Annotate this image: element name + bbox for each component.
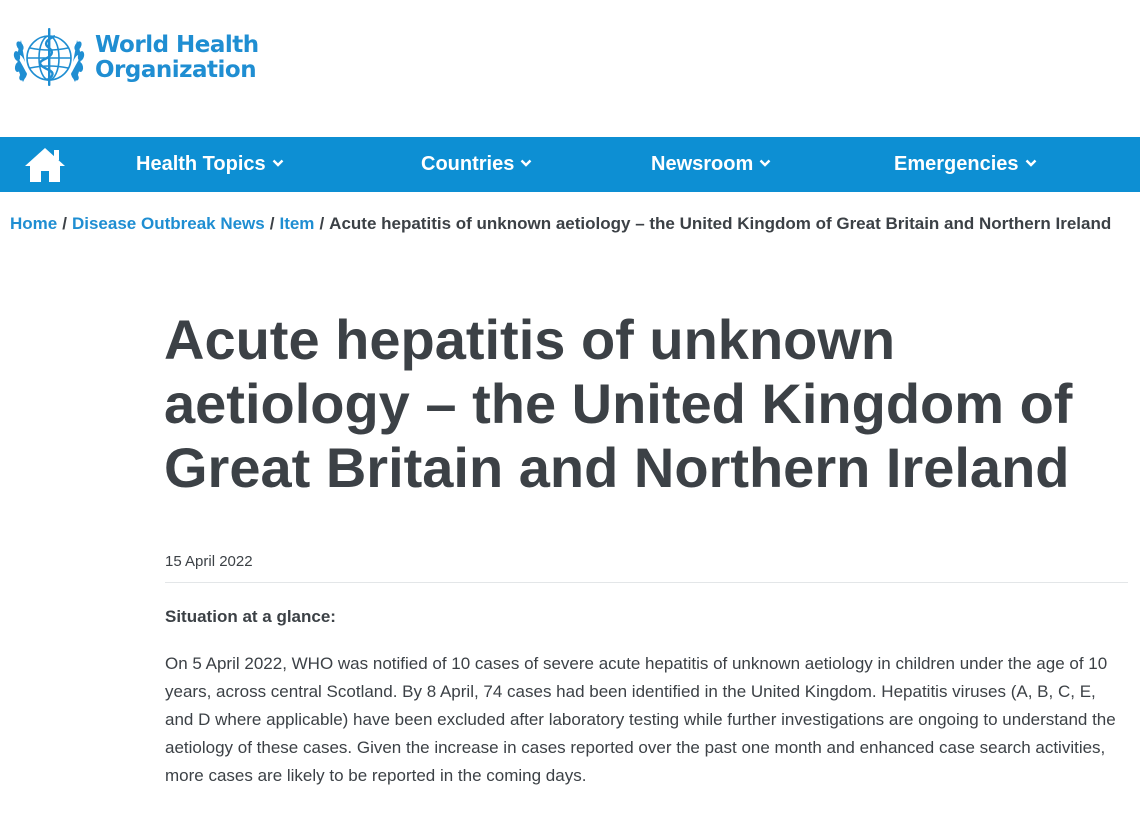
logo-line-2: Organization: [95, 57, 257, 83]
article-paragraph: On 5 April 2022, WHO was notified of 10 cases of severe acute hepatitis of unknown aetiology in children under the age of 10 years, across central Scotland. By 8 April, 74 cases had been identified in the United Kingdom. Hepatitis viruses (A, B, C, E, and D where applicable) have been excluded after laboratory testing while further investigations are ongoing to understand the aetiology of these cases. Given the increase in cases reported over the past one month and enhanced case search activities, more cases are likely to be reported in the coming days.: [165, 654, 1116, 785]
breadcrumb-home[interactable]: Home: [10, 214, 58, 233]
breadcrumb-separator: /: [269, 214, 275, 233]
home-button[interactable]: [22, 146, 68, 184]
nav-label: Newsroom: [651, 153, 754, 175]
chevron-down-icon: [272, 159, 284, 167]
page-title: Acute hepatitis of unknown aetiology – the United Kingdom of Great Britain and Northern Ireland: [164, 308, 1073, 499]
logo-line-1: World Health: [95, 32, 259, 58]
breadcrumb-separator: /: [62, 214, 67, 233]
nav-emergencies[interactable]: [894, 137, 1037, 192]
breadcrumb-current: Acute hepatitis of unknown aetiology – the United Kingdom of Great Britain and Northern Ireland: [329, 214, 1112, 233]
section-heading: Situation at a glance:: [165, 607, 336, 626]
nav-label: Emergencies: [894, 153, 1019, 175]
breadcrumb-item[interactable]: Item: [279, 214, 315, 233]
home-icon: [23, 146, 67, 184]
divider: [165, 582, 1128, 583]
breadcrumb: [10, 214, 1140, 234]
chevron-down-icon: [520, 159, 532, 167]
un-emblem-icon: [9, 22, 89, 94]
main-navbar: [0, 137, 1140, 192]
breadcrumb-separator: /: [319, 214, 325, 233]
breadcrumb-disease-outbreak-news[interactable]: Disease Outbreak News: [71, 214, 265, 233]
who-wordmark: [95, 33, 259, 83]
nav-health-topics[interactable]: [136, 137, 284, 192]
nav-label: Health Topics: [136, 153, 266, 175]
chevron-down-icon: [1025, 159, 1037, 167]
nav-countries[interactable]: [421, 137, 532, 192]
nav-newsroom[interactable]: [651, 137, 771, 192]
who-logo-link[interactable]: [9, 22, 259, 94]
chevron-down-icon: [759, 159, 771, 167]
nav-label: Countries: [421, 153, 515, 175]
publish-date: 15 April 2022: [165, 553, 253, 570]
